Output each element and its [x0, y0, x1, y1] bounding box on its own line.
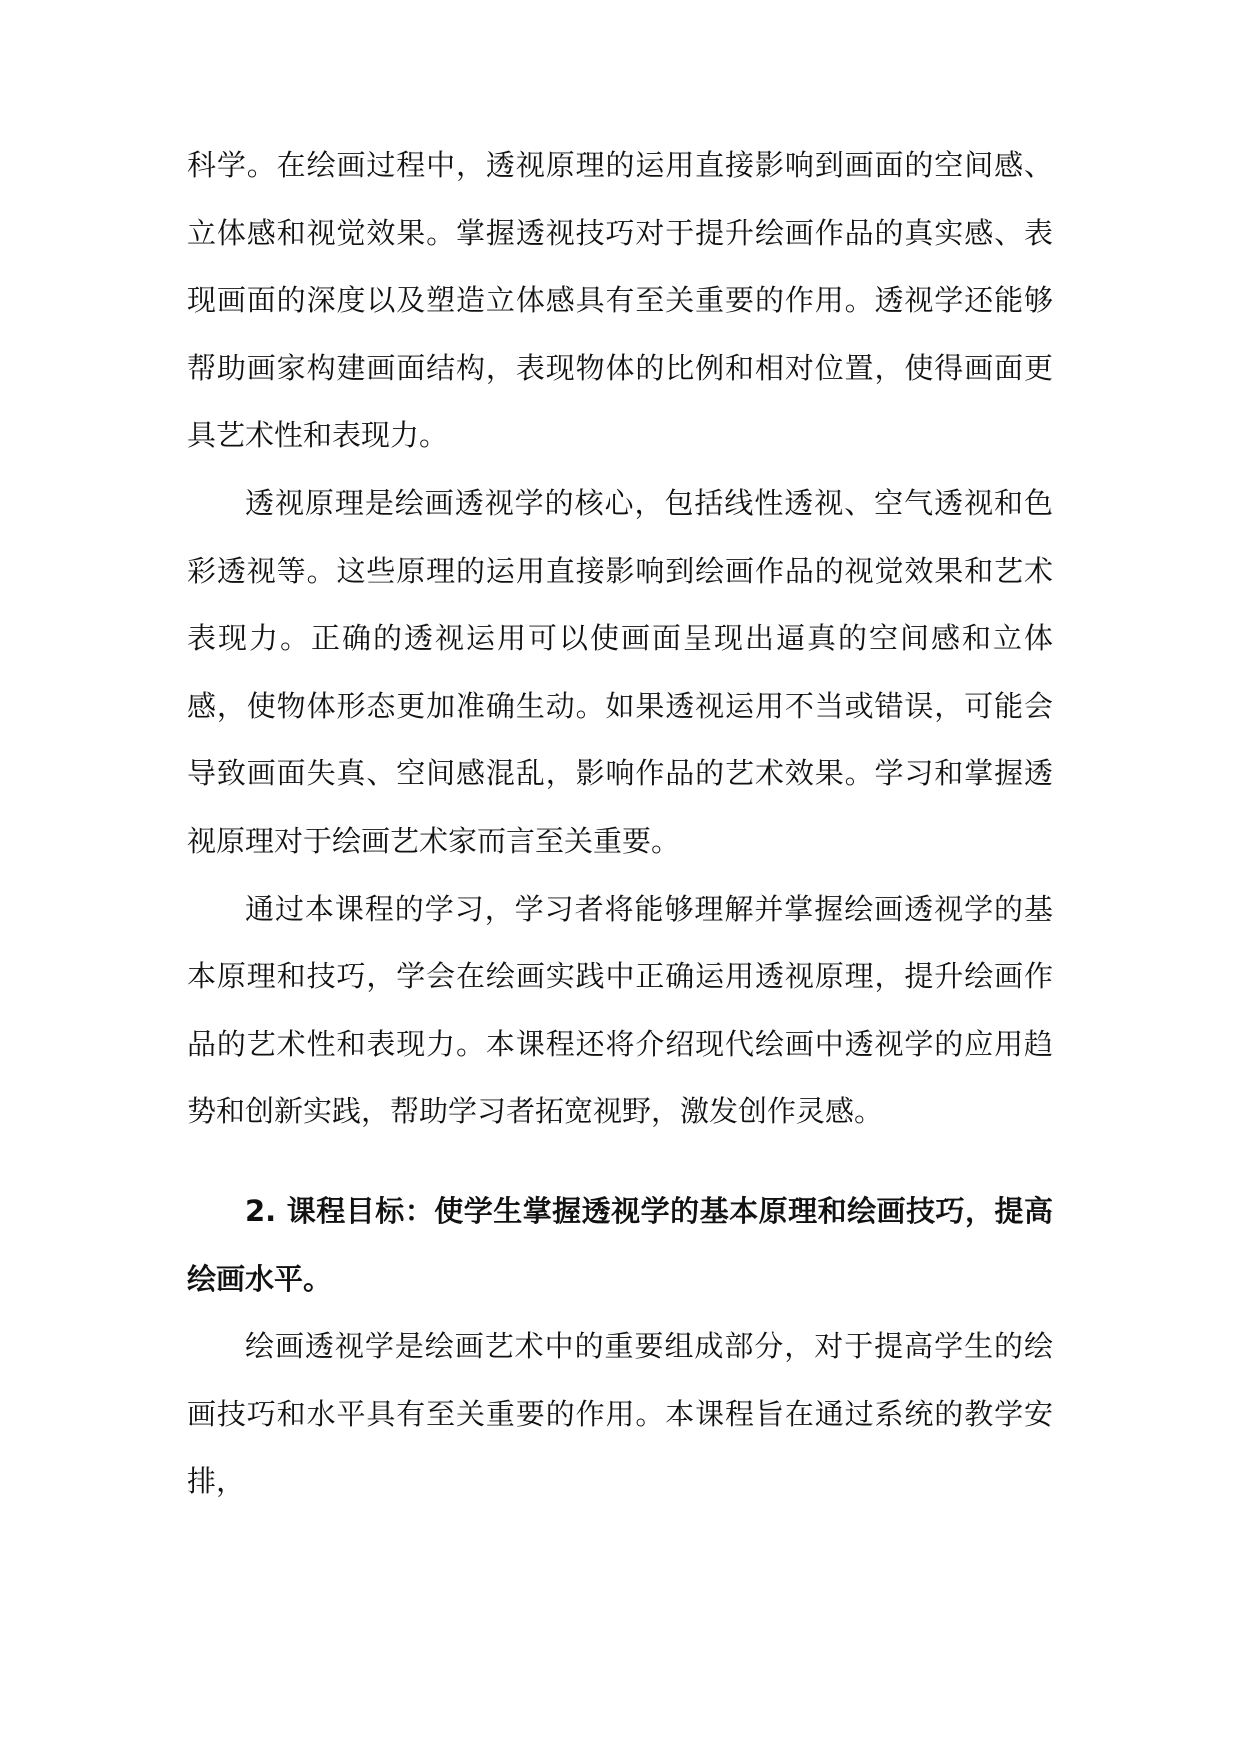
- paragraph-perspective-principles: 透视原理是绘画透视学的核心，包括线性透视、空气透视和色彩透视等。这些原理的运用直接影响到绘画作品的视觉效果和艺术表现力。正确的透视运用可以使画面呈现出逼真的空间感和立体感，使物体形态更加准确生动。如果透视运用不当或错误，可能会导致画面失真、空间感混乱，影响作品的艺术效果。学习和掌握透视原理对于绘画艺术家而言至关重要。: [187, 485, 1053, 858]
- section-heading-course-goal: 2. 课程目标：使学生掌握透视学的基本原理和绘画技巧，提高绘画水平。: [187, 1193, 1053, 1296]
- paragraph-course-goal-body: 绘画透视学是绘画艺术中的重要组成部分，对于提高学生的绘画技巧和水平具有至关重要的作用。本课程旨在通过系统的教学安排，: [187, 1329, 1053, 1499]
- paragraph-course-learning: 通过本课程的学习，学习者将能够理解并掌握绘画透视学的基本原理和技巧，学会在绘画实践中正确运用透视原理，提升绘画作品的艺术性和表现力。本课程还将介绍现代绘画中透视学的应用趋势和创新实践，帮助学习者拓宽视野，激发创作灵感。: [187, 891, 1053, 1129]
- paragraph-continuation: 科学。在绘画过程中，透视原理的运用直接影响到画面的空间感、立体感和视觉效果。掌握透视技巧对于提升绘画作品的真实感、表现画面的深度以及塑造立体感具有至关重要的作用。透视学还能够帮助画家构建画面结构，表现物体的比例和相对位置，使得画面更具艺术性和表现力。: [187, 148, 1053, 453]
- document-page: [187, 132, 1053, 1516]
